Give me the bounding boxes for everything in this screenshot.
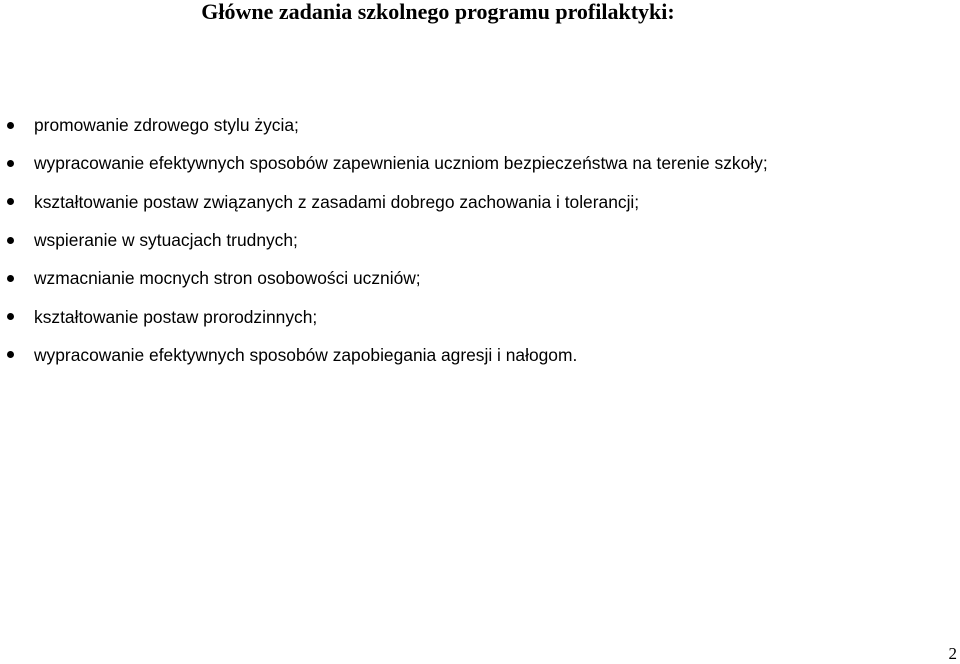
bullet-icon xyxy=(7,351,14,358)
list-item-text: promowanie zdrowego stylu życia; xyxy=(34,115,299,136)
list-item-text: wzmacnianie mocnych stron osobowości uczniów; xyxy=(34,268,421,289)
list-item-text: wypracowanie efektywnych sposobów zapewnienia uczniom bezpieczeństwa na terenie szkoły; xyxy=(34,153,768,174)
list-item-text: wypracowanie efektywnych sposobów zapobiegania agresji i nałogom. xyxy=(34,344,578,365)
page-title: Główne zadania szkolnego programu profilaktyki: xyxy=(201,0,675,24)
bullet-icon xyxy=(7,275,14,282)
list-item-text: kształtowanie postaw związanych z zasadami dobrego zachowania i tolerancji; xyxy=(34,191,640,212)
bullet-icon xyxy=(7,160,14,167)
bullet-icon xyxy=(7,237,14,244)
page-number: 2 xyxy=(948,644,957,663)
list-item-text: kształtowanie postaw prorodzinnych; xyxy=(34,306,318,327)
bullet-icon xyxy=(7,122,14,129)
bullet-icon xyxy=(7,313,14,320)
list-item-text: wspieranie w sytuacjach trudnych; xyxy=(34,230,298,251)
bullet-icon xyxy=(7,198,14,205)
